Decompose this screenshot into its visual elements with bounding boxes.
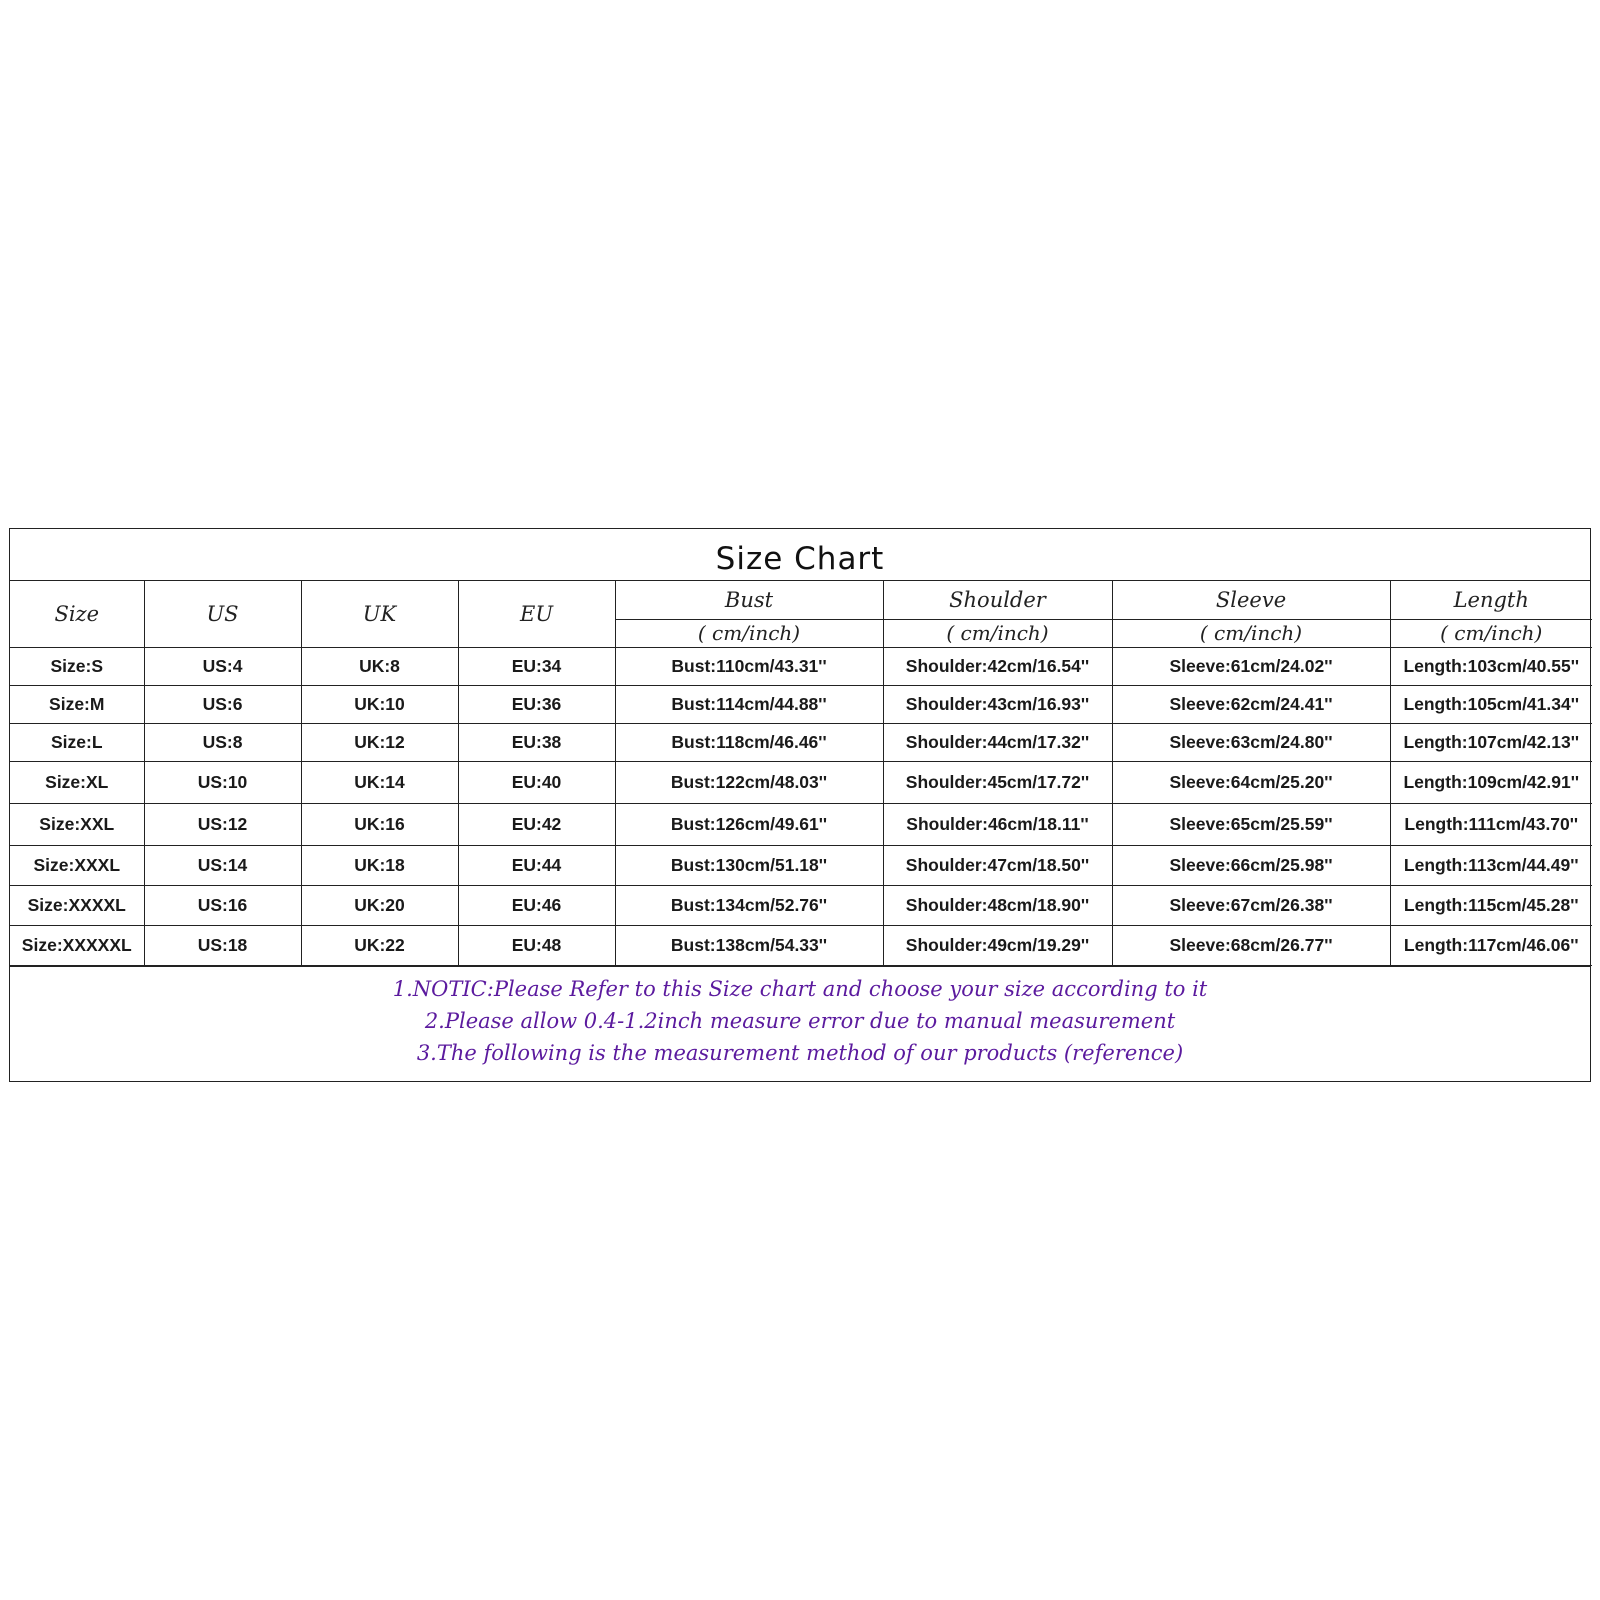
cell-size: Size:XXXXL [10, 885, 144, 925]
cell-size: Size:S [10, 647, 144, 685]
table-row [10, 761, 1592, 803]
note-line-2: 2.Please allow 0.4-1.2inch measure error due to manual measurement [424, 1008, 1176, 1033]
cell-sleeve: Sleeve:67cm/26.38'' [1112, 885, 1390, 925]
note-line-3: 3.The following is the measurement method of our products (reference) [416, 1040, 1184, 1065]
cell-shoulder: Shoulder:46cm/18.11'' [883, 803, 1112, 845]
table-row [10, 925, 1592, 965]
cell-size: Size:XXXL [10, 845, 144, 885]
cell-size: Size:M [10, 685, 144, 723]
cell-us: US:16 [144, 885, 301, 925]
cell-sleeve: Sleeve:68cm/26.77'' [1112, 925, 1390, 965]
cell-length: Length:111cm/43.70'' [1390, 803, 1592, 845]
header-uk: UK [301, 581, 458, 647]
cell-eu: EU:46 [458, 885, 615, 925]
header-length: Length [1390, 581, 1592, 619]
cell-size: Size:XXXXXL [10, 925, 144, 965]
cell-shoulder: Shoulder:45cm/17.72'' [883, 761, 1112, 803]
cell-sleeve: Sleeve:62cm/24.41'' [1112, 685, 1390, 723]
cell-shoulder: Shoulder:48cm/18.90'' [883, 885, 1112, 925]
cell-sleeve: Sleeve:63cm/24.80'' [1112, 723, 1390, 761]
cell-uk: UK:8 [301, 647, 458, 685]
unit-sleeve: ( cm/inch) [1112, 619, 1390, 647]
cell-sleeve: Sleeve:65cm/25.59'' [1112, 803, 1390, 845]
cell-bust: Bust:126cm/49.61'' [615, 803, 883, 845]
cell-us: US:18 [144, 925, 301, 965]
cell-eu: EU:38 [458, 723, 615, 761]
cell-eu: EU:48 [458, 925, 615, 965]
cell-eu: EU:36 [458, 685, 615, 723]
cell-size: Size:XL [10, 761, 144, 803]
chart-title: Size Chart [10, 529, 1590, 581]
cell-us: US:8 [144, 723, 301, 761]
cell-length: Length:105cm/41.34'' [1390, 685, 1592, 723]
cell-uk: UK:16 [301, 803, 458, 845]
cell-eu: EU:44 [458, 845, 615, 885]
cell-length: Length:107cm/42.13'' [1390, 723, 1592, 761]
table-row [10, 845, 1592, 885]
cell-bust: Bust:122cm/48.03'' [615, 761, 883, 803]
cell-bust: Bust:130cm/51.18'' [615, 845, 883, 885]
header-size: Size [10, 581, 144, 647]
unit-bust: ( cm/inch) [615, 619, 883, 647]
cell-us: US:10 [144, 761, 301, 803]
cell-uk: UK:14 [301, 761, 458, 803]
header-shoulder: Shoulder [883, 581, 1112, 619]
header-row [10, 581, 1592, 619]
table-row [10, 723, 1592, 761]
header-eu: EU [458, 581, 615, 647]
cell-shoulder: Shoulder:42cm/16.54'' [883, 647, 1112, 685]
header-us: US [144, 581, 301, 647]
cell-eu: EU:42 [458, 803, 615, 845]
cell-shoulder: Shoulder:49cm/19.29'' [883, 925, 1112, 965]
cell-shoulder: Shoulder:44cm/17.32'' [883, 723, 1112, 761]
cell-uk: UK:10 [301, 685, 458, 723]
cell-uk: UK:20 [301, 885, 458, 925]
cell-bust: Bust:114cm/44.88'' [615, 685, 883, 723]
cell-length: Length:109cm/42.91'' [1390, 761, 1592, 803]
cell-bust: Bust:110cm/43.31'' [615, 647, 883, 685]
cell-us: US:12 [144, 803, 301, 845]
cell-us: US:14 [144, 845, 301, 885]
notes-section [10, 966, 1590, 1081]
unit-length: ( cm/inch) [1390, 619, 1592, 647]
cell-shoulder: Shoulder:43cm/16.93'' [883, 685, 1112, 723]
cell-sleeve: Sleeve:64cm/25.20'' [1112, 761, 1390, 803]
cell-eu: EU:40 [458, 761, 615, 803]
size-chart [9, 528, 1591, 1082]
cell-sleeve: Sleeve:66cm/25.98'' [1112, 845, 1390, 885]
table-row [10, 885, 1592, 925]
cell-length: Length:115cm/45.28'' [1390, 885, 1592, 925]
cell-bust: Bust:118cm/46.46'' [615, 723, 883, 761]
unit-shoulder: ( cm/inch) [883, 619, 1112, 647]
cell-bust: Bust:138cm/54.33'' [615, 925, 883, 965]
cell-shoulder: Shoulder:47cm/18.50'' [883, 845, 1112, 885]
cell-size: Size:XXL [10, 803, 144, 845]
cell-us: US:4 [144, 647, 301, 685]
cell-uk: UK:22 [301, 925, 458, 965]
cell-eu: EU:34 [458, 647, 615, 685]
cell-bust: Bust:134cm/52.76'' [615, 885, 883, 925]
cell-size: Size:L [10, 723, 144, 761]
size-table [10, 581, 1592, 966]
header-bust: Bust [615, 581, 883, 619]
table-row [10, 803, 1592, 845]
cell-length: Length:117cm/46.06'' [1390, 925, 1592, 965]
cell-uk: UK:12 [301, 723, 458, 761]
header-sleeve: Sleeve [1112, 581, 1390, 619]
note-line-1: 1.NOTIC:Please Refer to this Size chart and choose your size according to it [392, 976, 1208, 1001]
cell-length: Length:113cm/44.49'' [1390, 845, 1592, 885]
cell-sleeve: Sleeve:61cm/24.02'' [1112, 647, 1390, 685]
table-row [10, 685, 1592, 723]
cell-uk: UK:18 [301, 845, 458, 885]
table-row [10, 647, 1592, 685]
cell-length: Length:103cm/40.55'' [1390, 647, 1592, 685]
cell-us: US:6 [144, 685, 301, 723]
